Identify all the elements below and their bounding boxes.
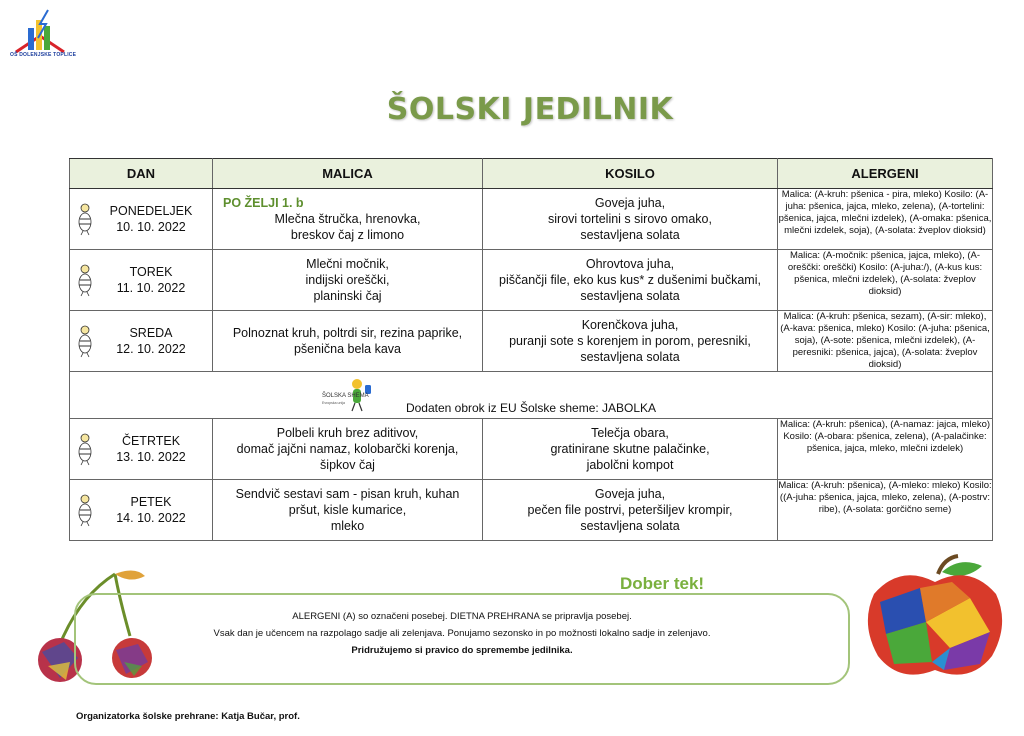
table-row (70, 419, 993, 480)
day-date: 11. 10. 2022 (116, 281, 186, 295)
table-row (70, 189, 993, 250)
bee-icon (76, 202, 94, 236)
day-name: SREDA (129, 326, 173, 340)
note-line: Pridružujemo si pravico do spremembe jedilnika. (351, 645, 573, 656)
bee-icon (76, 263, 94, 297)
table-row (70, 480, 993, 541)
note-line: Vsak dan je učencem na razpolago sadje ali zelenjava. Ponujamo sezonsko in po možnosti lokalno sadje in zelenjavo. (213, 628, 711, 639)
apple-illustration-icon (860, 552, 1010, 684)
kosilo-line: sirovi tortelini s sirovo omako, (548, 212, 712, 226)
day-name: ČETRTEK (121, 434, 181, 448)
day-name: PETEK (130, 495, 172, 509)
kosilo-line: Goveja juha, (594, 196, 666, 210)
page-title: ŠOLSKI JEDILNIK (386, 92, 674, 127)
school-logo-caption: OŠ DOLENJSKE TOPLICE (10, 52, 77, 58)
kosilo-line: jabolčni kompot (586, 458, 674, 472)
malica-line: pšenična bela kava (293, 342, 402, 356)
footer-organizer: Organizatorka šolske prehrane: Katja Bučar, prof. (76, 711, 300, 722)
malica-cell (213, 189, 483, 250)
kosilo-line: piščančji file, eko kus kus* z dušenimi bučkami, (499, 273, 761, 287)
day-date: 13. 10. 2022 (116, 450, 186, 464)
malica-line: Mlečna štručka, hrenovka, (274, 212, 421, 226)
kosilo-line: sestavljena solata (580, 519, 680, 533)
kosilo-cell (483, 189, 778, 250)
greeting: Dober tek! (620, 574, 705, 593)
bee-icon (76, 493, 94, 527)
malica-line: Sendvič sestavi sam - pisan kruh, kuhan (235, 487, 460, 501)
header-malica: MALICA (213, 159, 483, 189)
kosilo-cell (483, 480, 778, 541)
note-line: ALERGENI (A) so označeni posebej. DIETNA PREHRANA se pripravlja posebej. (292, 611, 632, 622)
kosilo-line: sestavljena solata (580, 350, 680, 364)
kosilo-line: Goveja juha, (594, 487, 666, 501)
header-dan: DAN (70, 159, 213, 189)
malica-cell (213, 311, 483, 372)
malica-line: pršut, kisle kumarice, (288, 503, 407, 517)
notes-box (74, 593, 850, 685)
kosilo-line: Korenčkova juha, (581, 318, 679, 332)
malica-cell (213, 419, 483, 480)
bee-icon (76, 324, 94, 358)
malica-line: Mlečni močnik, (306, 257, 389, 271)
malica-note: PO ŽELJI 1. b (223, 196, 304, 210)
kosilo-line: puranji sote s korenjem in porom, peresniki, (509, 334, 751, 348)
alergeni-cell: Malica: (A-kruh: pšenica, sezam), (A-sir: mleko), (A-kava: pšenica, mleko) Kosilo: (A-juha: pšenica, soja), (A-sote: pšenica, mlečni izdelek), (A-peresniki: pšenica, jajca), (A-solata: žveplov dioksid) (778, 311, 993, 372)
malica-line: planinski čaj (313, 289, 382, 303)
malica-line: Polbeli kruh brez aditivov, (276, 426, 419, 440)
table-header-row (70, 159, 993, 189)
malica-cell (213, 480, 483, 541)
menu-table (69, 158, 993, 541)
header-alergeni: ALERGENI (778, 159, 993, 189)
day-cell (70, 311, 213, 372)
scheme-logo-subtext: Evropska unija (322, 401, 345, 405)
kosilo-line: Ohrovtova juha, (585, 257, 675, 271)
bee-icon (76, 432, 94, 466)
malica-line: breskov čaj z limono (290, 228, 405, 242)
kosilo-line: pečen file postrvi, peteršiljev krompir, (527, 503, 733, 517)
table-row (70, 311, 993, 372)
day-cell (70, 189, 213, 250)
day-cell (70, 419, 213, 480)
kosilo-line: Telečja obara, (591, 426, 669, 440)
malica-line: šipkov čaj (320, 458, 375, 472)
kosilo-line: sestavljena solata (580, 289, 680, 303)
malica-line: indijski oreščki, (305, 273, 390, 287)
day-name: TOREK (129, 265, 173, 279)
kosilo-line: sestavljena solata (580, 228, 680, 242)
malica-line: domač jajčni namaz, kolobarčki korenja, (236, 442, 459, 456)
school-scheme-text: Dodaten obrok iz EU Šolske sheme: JABOLKA (405, 401, 657, 415)
alergeni-cell: Malica: (A-kruh: pšenica), (A-mleko: mleko) Kosilo: ((A-juha: pšenica, jajca, mleko, zelena), (A-postrv: ribe), (A-solata: gorčično seme) (778, 480, 993, 541)
alergeni-cell: Malica: (A-kruh: pšenica), (A-namaz: jajca, mleko) Kosilo: (A-obara: pšenica, zelena), (A-palačinke: pšenica, jajca, mleko, mlečni izdelek) (778, 419, 993, 480)
kosilo-cell (483, 419, 778, 480)
day-date: 12. 10. 2022 (116, 342, 186, 356)
alergeni-cell: Malica: (A-močnik: pšenica, jajca, mleko), (A-oreščki: oreščki) Kosilo: (A-juha:/), (A-kus kus: pšenica, mlečni izdelek), (A-solata: žveplov dioksid) (778, 250, 993, 311)
alergeni-cell: Malica: (A-kruh: pšenica - pira, mleko) Kosilo: (A-juha: pšenica, jajca, mleko, zelena), (A-tortelini: pšenica, jajca, mlečni izdelek), (A-omaka: pšenica, mlečni izdelek, soja), (A-solata: žveplov dioksid) (778, 189, 993, 250)
day-cell (70, 480, 213, 541)
malica-line: Polnoznat kruh, poltrdi sir, rezina paprike, (232, 326, 463, 340)
header-kosilo: KOSILO (483, 159, 778, 189)
table-row (70, 250, 993, 311)
day-date: 10. 10. 2022 (116, 220, 186, 234)
kosilo-cell (483, 250, 778, 311)
school-scheme-cell (70, 372, 993, 419)
day-date: 14. 10. 2022 (116, 511, 186, 525)
malica-cell (213, 250, 483, 311)
table-row-special (70, 372, 993, 419)
day-cell (70, 250, 213, 311)
kosilo-cell (483, 311, 778, 372)
scheme-logo-text: ŠOLSKA SHEMA (322, 393, 369, 399)
malica-line: mleko (330, 519, 365, 533)
day-name: PONEDELJEK (109, 204, 193, 218)
kosilo-line: gratinirane skutne palačinke, (550, 442, 710, 456)
